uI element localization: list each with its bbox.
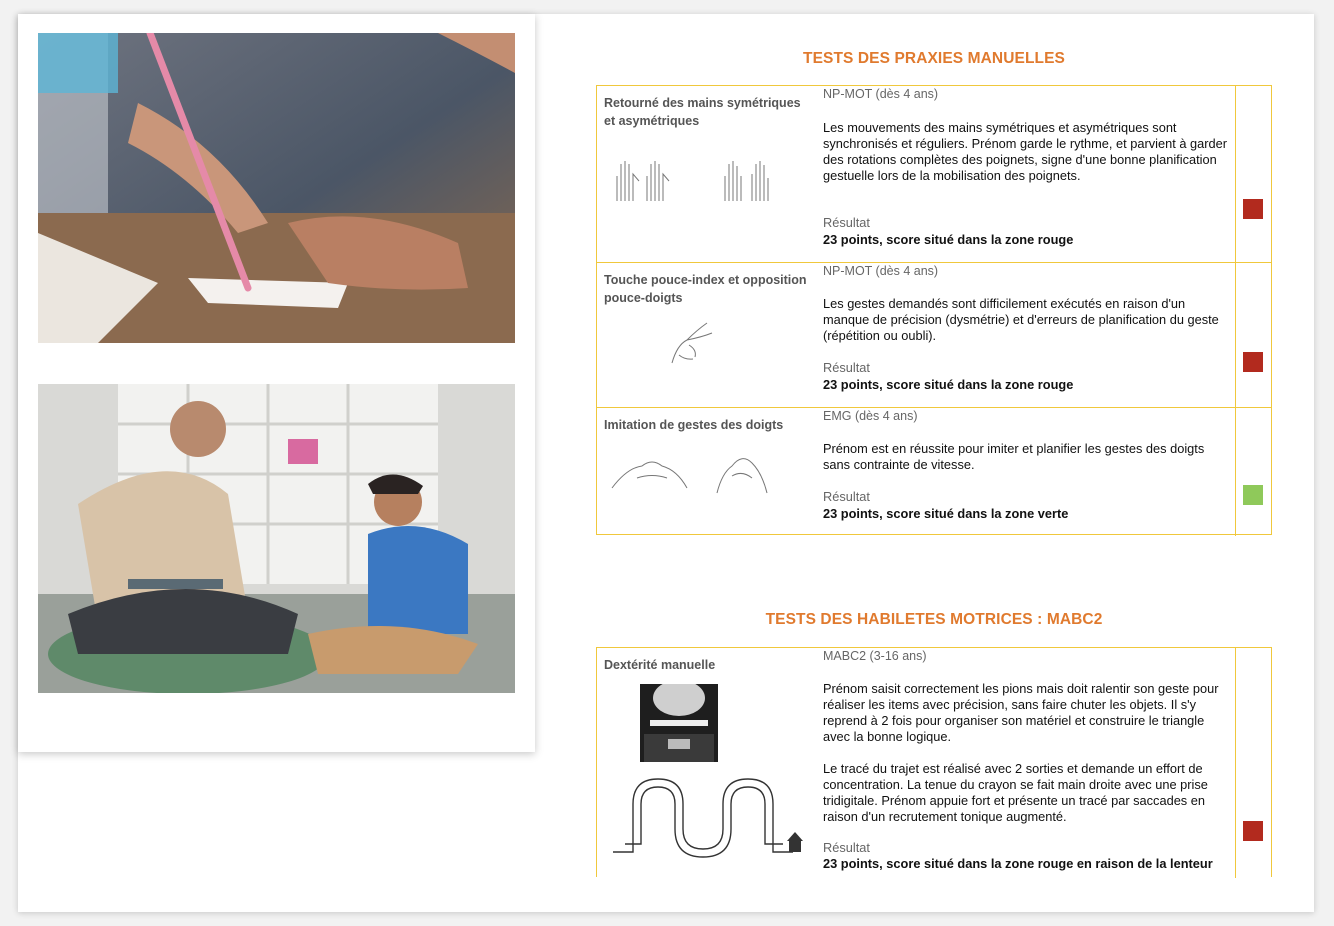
hands-icon [607, 156, 777, 206]
finger-gesture-icon [607, 448, 772, 498]
result-label: Résultat [823, 360, 870, 375]
zone-indicator-green [1243, 485, 1263, 505]
column-divider [1235, 648, 1236, 878]
test-name: Touche pouce-index et opposition pouce-doigts [604, 273, 807, 305]
test-description: Prénom est en réussite pour imiter et planifier les gestes des doigts sans contrainte de vitesse. [823, 441, 1205, 472]
test-description: Prénom saisit correctement les pions mais doit ralentir son geste pour réaliser les items avec précision, sans faire chuter les objets. Il s'y reprend à 2 fois pour organiser son matériel et construire le triangle avec la bonne logique. [823, 681, 1219, 744]
zone-indicator-red [1243, 199, 1263, 219]
dexterity-photo-icon [640, 684, 718, 762]
mabc2-table [596, 647, 1272, 877]
zone-indicator-red [1243, 352, 1263, 372]
result-label: Résultat [823, 489, 870, 504]
column-divider [1235, 408, 1236, 536]
result-value: 23 points, score situé dans la zone rouge [823, 377, 1074, 392]
test-name: Dextérité manuelle [604, 658, 716, 672]
column-divider [1235, 263, 1236, 407]
photo-card [18, 14, 535, 752]
result-value: 23 points, score situé dans la zone rouge en raison de la lenteur [823, 856, 1213, 871]
column-divider [1235, 86, 1236, 262]
therapist-child-photo [38, 384, 515, 693]
test-code: NP-MOT (dès 4 ans) [823, 264, 939, 278]
test-name: Retourné des mains symétriques et asymétriques [604, 96, 801, 128]
table-row [597, 263, 1271, 408]
test-code: MABC2 (3-16 ans) [823, 649, 927, 663]
section-title-mabc2: TESTS DES HABILETES MOTRICES : MABC2 [765, 611, 1103, 628]
section-title-praxies: TESTS DES PRAXIES MANUELLES [803, 50, 1065, 67]
table-row [597, 648, 1271, 878]
result-value: 23 points, score situé dans la zone verte [823, 506, 1069, 521]
result-value: 23 points, score situé dans la zone rouge [823, 232, 1074, 247]
finger-touch-icon [667, 315, 717, 365]
child-writing-photo [38, 33, 515, 343]
result-label: Résultat [823, 840, 870, 855]
table-row [597, 408, 1271, 536]
test-code: NP-MOT (dès 4 ans) [823, 87, 939, 101]
zone-indicator-red [1243, 821, 1263, 841]
test-description: Les mouvements des mains symétriques et asymétriques sont synchronisés et réguliers. Prénom garde le rythme, et parvient à garder des rotations complètes des poignets, signe d'une bonne planification gestuelle lors de la mobilisation des poignets. [823, 120, 1228, 183]
result-label: Résultat [823, 215, 870, 230]
praxies-table [596, 85, 1272, 535]
test-name: Imitation de gestes des doigts [604, 418, 784, 432]
trail-tracing-icon [603, 774, 809, 864]
test-description-2: Le tracé du trajet est réalisé avec 2 sorties et demande un effort de concentration. La tenue du crayon se fait main droite avec une prise tridigitale. Prénom appuie fort et présente un tracé par saccades en raison d'un recrutement tonique augmenté. [823, 761, 1208, 824]
test-code: EMG (dès 4 ans) [823, 409, 918, 423]
test-description: Les gestes demandés sont difficilement exécutés en raison d'un manque de précision (dysmétrie) et d'erreurs de planification du geste (répétition ou oubli). [823, 296, 1219, 343]
table-row [597, 86, 1271, 263]
